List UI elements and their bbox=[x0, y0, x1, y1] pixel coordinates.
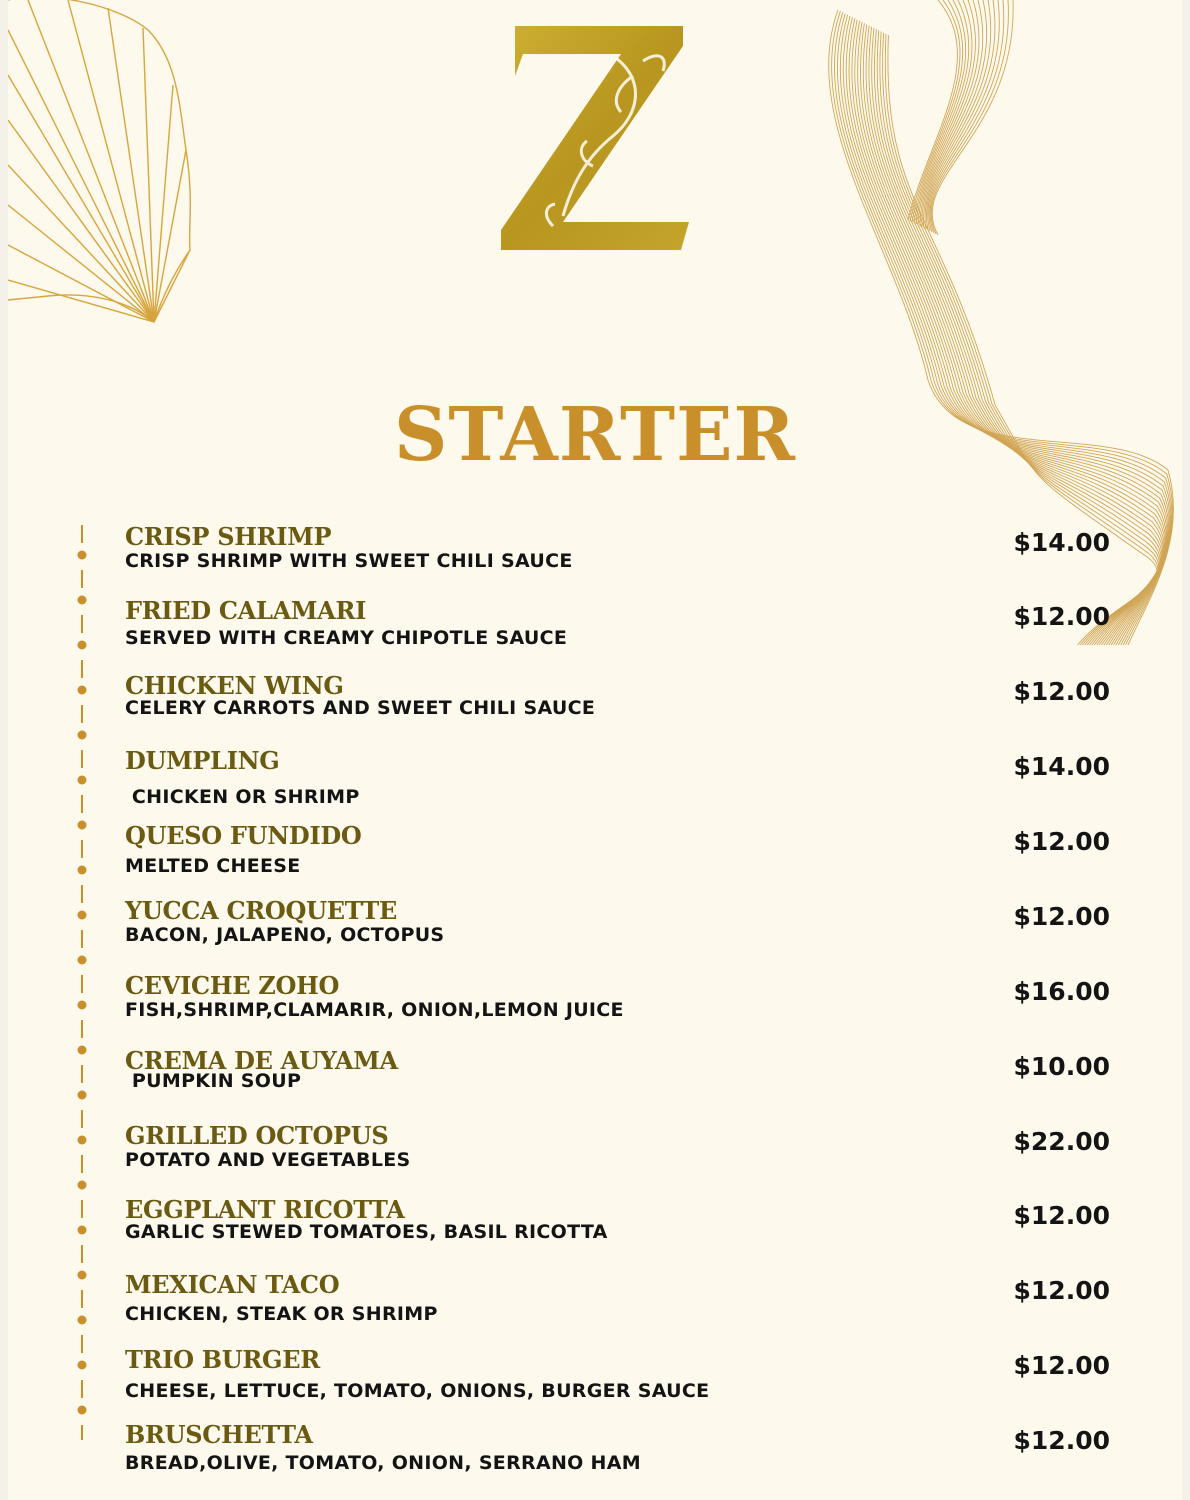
ornament-dot bbox=[78, 776, 87, 785]
ornament-dot bbox=[78, 1001, 87, 1010]
menu-item-price: $22.00 bbox=[1013, 1127, 1110, 1156]
menu-item-price: $12.00 bbox=[1013, 827, 1110, 856]
menu-item bbox=[125, 671, 1125, 741]
ornament-dot bbox=[78, 1226, 87, 1235]
menu-item-price: $14.00 bbox=[1013, 528, 1110, 557]
ornament-dot bbox=[78, 1361, 87, 1370]
fan-decoration bbox=[8, 0, 208, 330]
menu-item bbox=[125, 522, 1125, 592]
ornament-dot bbox=[78, 1316, 87, 1325]
menu-item-price: $10.00 bbox=[1013, 1052, 1110, 1081]
menu-item bbox=[125, 821, 1125, 891]
menu-item bbox=[125, 1195, 1125, 1265]
menu-item-name: MEXICAN TACO bbox=[125, 1270, 340, 1299]
menu-item-description: MELTED CHEESE bbox=[125, 855, 301, 877]
menu-item-description: FISH,SHRIMP,CLAMARIR, ONION,LEMON JUICE bbox=[125, 999, 624, 1021]
menu-item-name: BRUSCHETTA bbox=[125, 1420, 313, 1449]
ornament-dot bbox=[78, 911, 87, 920]
ornament-dot bbox=[78, 1406, 87, 1415]
menu-page bbox=[8, 0, 1182, 1500]
ornament-dot bbox=[78, 1181, 87, 1190]
menu-item-price: $12.00 bbox=[1013, 1201, 1110, 1230]
menu-item-name: EGGPLANT RICOTTA bbox=[125, 1195, 405, 1224]
menu-item-name: CHICKEN WING bbox=[125, 671, 344, 700]
menu-item-name: CEVICHE ZOHO bbox=[125, 971, 340, 1000]
menu-item bbox=[125, 1046, 1125, 1116]
ornament-dot bbox=[78, 956, 87, 965]
menu-item-name: GRILLED OCTOPUS bbox=[125, 1121, 389, 1150]
ornament-dot bbox=[78, 686, 87, 695]
menu-item-description: BACON, JALAPENO, OCTOPUS bbox=[125, 924, 445, 946]
wave-line bbox=[908, 0, 957, 220]
menu-item-price: $12.00 bbox=[1013, 1276, 1110, 1305]
menu-item bbox=[125, 596, 1125, 666]
menu-item-price: $12.00 bbox=[1013, 602, 1110, 631]
ornament-dot bbox=[78, 641, 87, 650]
menu-item bbox=[125, 971, 1125, 1041]
menu-item-name: FRIED CALAMARI bbox=[125, 596, 367, 625]
ornament-dot bbox=[78, 1136, 87, 1145]
menu-item bbox=[125, 1420, 1125, 1490]
menu-item-price: $12.00 bbox=[1013, 677, 1110, 706]
menu-item bbox=[125, 896, 1125, 966]
wave-line bbox=[930, 0, 1004, 233]
menu-item bbox=[125, 746, 1125, 816]
menu-item bbox=[125, 1121, 1125, 1191]
z-logo bbox=[493, 16, 703, 260]
wave-line bbox=[929, 0, 999, 232]
menu-item-description: CHEESE, LETTUCE, TOMATO, ONIONS, BURGER SAUCE bbox=[125, 1380, 710, 1402]
ornament-dot bbox=[78, 551, 87, 560]
menu-item-description: GARLIC STEWED TOMATOES, BASIL RICOTTA bbox=[125, 1221, 608, 1243]
menu-item-description: CHICKEN, STEAK OR SHRIMP bbox=[125, 1303, 438, 1325]
dotted-line-ornament bbox=[70, 520, 94, 1440]
menu-item-name: YUCCA CROQUETTE bbox=[125, 896, 397, 925]
menu-item-price: $12.00 bbox=[1013, 902, 1110, 931]
ornament-dot bbox=[78, 866, 87, 875]
menu-item-name: QUESO FUNDIDO bbox=[125, 821, 362, 850]
wave-line bbox=[931, 0, 1008, 234]
menu-item bbox=[125, 1270, 1125, 1340]
ornament-dot bbox=[78, 731, 87, 740]
menu-item-price: $16.00 bbox=[1013, 977, 1110, 1006]
menu-item-description: POTATO AND VEGETABLES bbox=[125, 1149, 411, 1171]
menu-item-name: DUMPLING bbox=[125, 746, 280, 775]
menu-item-price: $12.00 bbox=[1013, 1426, 1110, 1455]
menu-item-name: TRIO BURGER bbox=[125, 1345, 320, 1374]
ornament-dot bbox=[78, 1271, 87, 1280]
menu-item-description: BREAD,OLIVE, TOMATO, ONION, SERRANO HAM bbox=[125, 1452, 641, 1474]
menu-item-name: CREMA DE AUYAMA bbox=[125, 1046, 398, 1075]
menu-item-description: CRISP SHRIMP WITH SWEET CHILI SAUCE bbox=[125, 550, 573, 572]
section-title: STARTER bbox=[393, 392, 797, 478]
ornament-dot bbox=[78, 596, 87, 605]
ornament-dot bbox=[78, 1046, 87, 1055]
ornament-dot bbox=[78, 1091, 87, 1100]
menu-item-description: CELERY CARROTS AND SWEET CHILI SAUCE bbox=[125, 697, 596, 719]
menu-item-price: $14.00 bbox=[1013, 752, 1110, 781]
menu-item-name: CRISP SHRIMP bbox=[125, 522, 332, 551]
menu-item-description: PUMPKIN SOUP bbox=[125, 1070, 302, 1092]
menu-item-price: $12.00 bbox=[1013, 1351, 1110, 1380]
menu-item-description: CHICKEN OR SHRIMP bbox=[125, 786, 360, 808]
ornament-dot bbox=[78, 821, 87, 830]
menu-item-description: SERVED WITH CREAMY CHIPOTLE SAUCE bbox=[125, 627, 568, 649]
menu-item bbox=[125, 1345, 1125, 1415]
